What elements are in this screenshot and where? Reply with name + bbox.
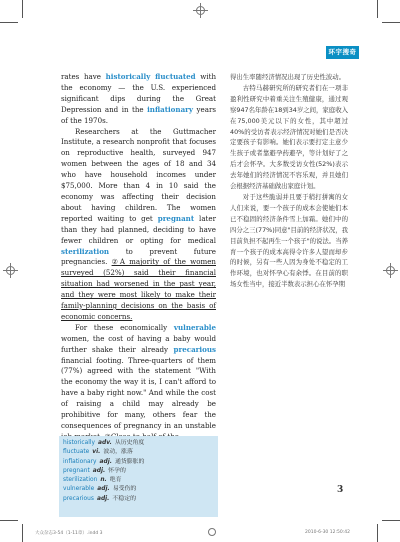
vocab-item bbox=[63, 476, 214, 485]
text-segment: financial footing. Three-quarters of them (77%) agreed with the statement "With the economy the way it is, I can't afford to have a baby right now." And while the cost of raising a child may already be prohibitive for many, others fear the consequences of pregnancy in an unstable bbox=[61, 355, 216, 430]
vocab-highlight: historically fluctuated bbox=[105, 72, 196, 81]
underlined-sentence: ②A majority of the women surveyed (52%) said their financial situation had worsened in the past year, and they were most likely to make their family-planning decisions on the basis of economic concerns. bbox=[61, 257, 216, 321]
text-segment: later than they had planned, deciding to have fewer children or opting for medical bbox=[61, 213, 216, 245]
vocab-pos: adj. bbox=[96, 495, 110, 502]
vocab-definition: 从历史角度 bbox=[114, 440, 145, 446]
text-segment: rates have bbox=[61, 72, 106, 81]
registration-mark-icon bbox=[196, 6, 205, 15]
vocab-item bbox=[63, 467, 214, 476]
text-segment: to prevent future pregnancies. bbox=[61, 246, 216, 267]
vocab-pos: adj. bbox=[97, 486, 110, 493]
registration-mark-icon bbox=[6, 266, 15, 275]
crop-mark bbox=[377, 524, 378, 542]
page-number: 3 bbox=[337, 485, 344, 495]
crop-mark bbox=[382, 22, 400, 23]
text-segment: women, the cost of having a baby would further shake their already bbox=[61, 333, 216, 354]
footer-timestamp: 2010-6-30 12:50:42 bbox=[305, 530, 350, 535]
vocab-item bbox=[63, 458, 214, 467]
crop-mark bbox=[22, 0, 23, 18]
vocab-definition: 易受伤的 bbox=[112, 486, 137, 493]
text-segment: years of the 1970s. bbox=[61, 104, 216, 125]
vocab-word: vulnerable bbox=[63, 486, 95, 493]
vocab-word: historically bbox=[63, 440, 96, 446]
crop-mark bbox=[22, 524, 23, 542]
vocab-pos: vi. bbox=[92, 449, 101, 456]
text-segment: Researchers at the Guttmacher Institute, a research nonprofit that focuses on reproductive health, surveyed 947 women between the ages of 18 and 34 who have household incomes under $75,000. More than 4 in 10 said the economy was affecting their decision about having children. The women reported waiting to get bbox=[61, 126, 216, 223]
english-paragraph bbox=[61, 72, 216, 127]
vocab-item bbox=[63, 448, 214, 457]
vocab-highlight: inflationary bbox=[147, 104, 194, 114]
vocabulary-box bbox=[59, 436, 218, 517]
vocab-highlight: sterilization bbox=[61, 246, 110, 256]
registration-mark-icon bbox=[208, 528, 216, 536]
crop-mark bbox=[0, 22, 18, 23]
english-paragraph bbox=[61, 127, 216, 323]
chinese-paragraph: 古特马赫研究所的研究者们在一项非盈利性研究中着重关注生殖健康，通过观察947名年龄在18到34岁之间，家庭收入在75,000美元以下的女性，其中超过40%的受访者表示经济情况对她们是否决定要孩子有影响。她们表示要打定主意少生孩子或者靠避孕药避孕，等计划好了之后才会怀孕。大多数受访女性(52%)表示去年她们的经济情况不容乐观，并且她们会根据经济基础做出家庭计划。 bbox=[230, 83, 348, 191]
vocab-item bbox=[63, 495, 214, 504]
chinese-paragraph: 对于这些脆弱并且要于稍打拼寓的女人们来说，要一个孩子的成本会使她们本已不稳固的经济条件雪上加霜。她们中的四分之三(77%)同意"目前的经济状况，我目前负担不起再生一个孩子"的说法。当养育一个孩子的成本高得令许多人望而却步的时候，另有一些人因为身处不稳定的工作环境，也对怀孕心有余悸。在目前的职场女性当中，接近半数表示担心在怀孕期 bbox=[230, 192, 348, 289]
vocab-definition: 通货膨胀的 bbox=[114, 458, 145, 465]
registration-mark-icon bbox=[386, 266, 395, 275]
vocab-word: sterilization bbox=[63, 477, 98, 484]
vocab-highlight: pregnant bbox=[157, 213, 195, 223]
chinese-paragraph: 得出生率随经济情况出现了历史性波动。 bbox=[230, 73, 346, 81]
vocab-item bbox=[63, 439, 214, 448]
vocab-item bbox=[63, 485, 214, 494]
text-segment: For these economically bbox=[75, 322, 174, 332]
crop-mark bbox=[377, 0, 378, 18]
section-tag: 环宇搜奇 bbox=[326, 46, 359, 59]
crop-mark bbox=[0, 520, 18, 521]
footer-file-info: 大众杂志3-54（1-11章）.indd 3 bbox=[35, 531, 103, 536]
vocab-word: fluctuate bbox=[63, 449, 90, 456]
vocab-definition: 绝育 bbox=[109, 477, 122, 484]
vocab-pos: adj. bbox=[92, 467, 106, 474]
chinese-column bbox=[230, 72, 348, 290]
crop-mark bbox=[382, 520, 400, 521]
english-column bbox=[61, 72, 216, 443]
vocab-word: pregnant bbox=[63, 467, 90, 474]
text-segment: with the economy — the U.S. experienced significant dips during the Great Depression and in the bbox=[61, 72, 217, 114]
vocab-pos: adv. bbox=[98, 440, 112, 446]
vocab-word: inflationary bbox=[63, 458, 97, 465]
vocab-highlight: precarious bbox=[173, 344, 216, 354]
vocab-word: precarious bbox=[63, 495, 94, 502]
vocab-definition: 不稳定的 bbox=[112, 495, 136, 502]
vocab-pos: adj. bbox=[99, 458, 112, 465]
vocab-definition: 波动，涨落 bbox=[103, 449, 133, 456]
vocab-definition: 怀孕的 bbox=[108, 467, 126, 474]
vocab-pos: n. bbox=[100, 477, 107, 484]
english-paragraph bbox=[61, 323, 216, 443]
vocab-highlight: vulnerable bbox=[173, 322, 216, 332]
